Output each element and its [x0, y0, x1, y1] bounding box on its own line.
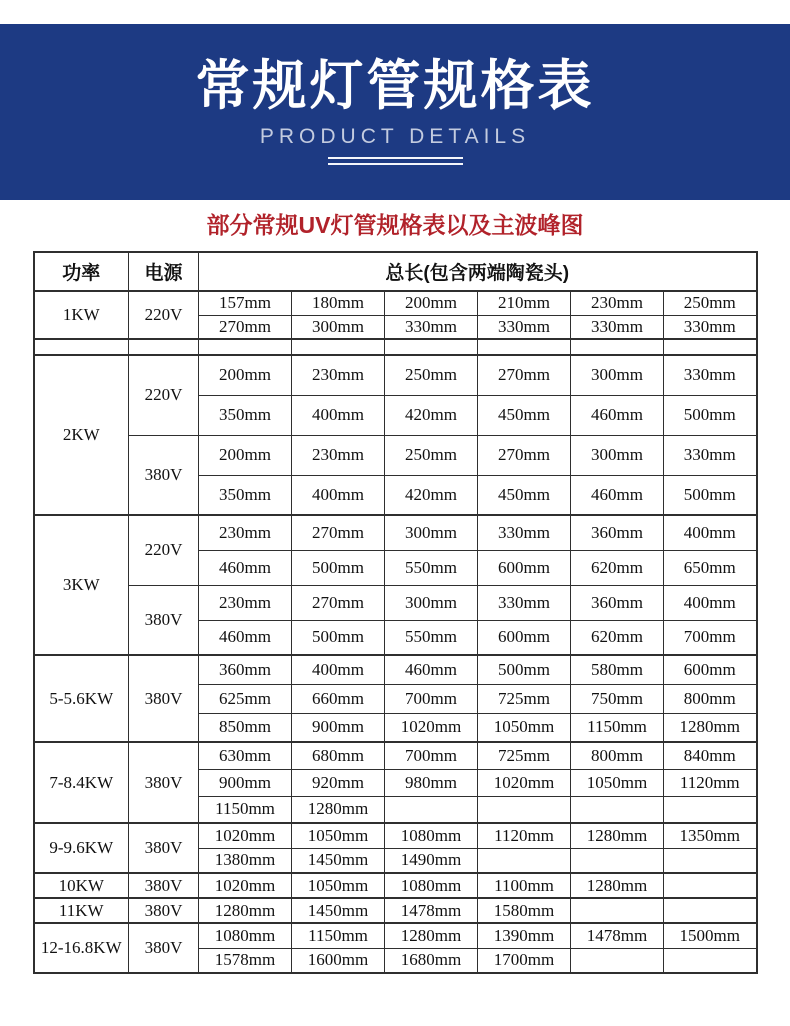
length-cell: 1150mm [199, 796, 292, 823]
length-cell: 1050mm [571, 769, 664, 796]
spec-table [33, 251, 758, 974]
length-cell [292, 339, 385, 355]
table-row [34, 291, 757, 315]
length-cell [478, 339, 571, 355]
length-cell: 180mm [292, 291, 385, 315]
length-cell: 400mm [292, 655, 385, 684]
length-cell: 1050mm [478, 713, 571, 742]
length-cell: 157mm [199, 291, 292, 315]
length-cell: 550mm [385, 620, 478, 655]
length-cell: 1080mm [385, 873, 478, 898]
length-cell: 1020mm [385, 713, 478, 742]
length-cell [199, 339, 292, 355]
length-cell: 625mm [199, 684, 292, 713]
header-banner [0, 24, 790, 200]
table-row [34, 898, 757, 923]
section-heading: 部分常规UV灯管规格表以及主波峰图 [206, 212, 584, 238]
length-cell: 580mm [571, 655, 664, 684]
header-total-length: 总长(包含两端陶瓷头) [199, 252, 757, 291]
table-row [34, 585, 757, 620]
length-cell: 600mm [478, 620, 571, 655]
length-cell [664, 873, 757, 898]
length-cell: 330mm [664, 355, 757, 395]
length-cell: 420mm [385, 475, 478, 515]
power-cell: 12-16.8KW [34, 923, 129, 973]
length-cell: 1580mm [478, 898, 571, 923]
length-cell: 620mm [571, 620, 664, 655]
length-cell: 725mm [478, 684, 571, 713]
length-cell: 460mm [199, 550, 292, 585]
page-title: 常规灯管规格表 [195, 56, 595, 116]
length-cell: 1120mm [664, 769, 757, 796]
length-cell: 330mm [478, 515, 571, 550]
length-cell: 360mm [199, 655, 292, 684]
table-row [34, 923, 757, 948]
length-cell: 1680mm [385, 948, 478, 973]
length-cell: 210mm [478, 291, 571, 315]
length-cell: 250mm [664, 291, 757, 315]
length-cell [664, 796, 757, 823]
length-cell: 300mm [571, 355, 664, 395]
length-cell: 1100mm [478, 873, 571, 898]
power-cell: 10KW [34, 873, 129, 898]
length-cell: 1280mm [664, 713, 757, 742]
length-cell [571, 948, 664, 973]
length-cell: 330mm [478, 585, 571, 620]
length-cell: 270mm [478, 355, 571, 395]
length-cell: 1020mm [478, 769, 571, 796]
table-row [34, 355, 757, 395]
length-cell: 350mm [199, 395, 292, 435]
length-cell: 230mm [292, 355, 385, 395]
length-cell: 500mm [478, 655, 571, 684]
length-cell [571, 339, 664, 355]
length-cell: 1578mm [199, 948, 292, 973]
length-cell: 920mm [292, 769, 385, 796]
power-cell: 3KW [34, 515, 129, 655]
table-body [34, 291, 757, 973]
table-row [34, 655, 757, 684]
rule-line-top [328, 157, 463, 159]
length-cell: 1280mm [571, 823, 664, 848]
length-cell: 230mm [199, 585, 292, 620]
length-cell: 270mm [478, 435, 571, 475]
length-cell: 550mm [385, 550, 478, 585]
length-cell: 330mm [664, 315, 757, 339]
length-cell: 250mm [385, 435, 478, 475]
length-cell: 400mm [292, 395, 385, 435]
table-header-row [34, 252, 757, 291]
length-cell: 1280mm [571, 873, 664, 898]
header-power: 功率 [34, 252, 129, 291]
length-cell: 1380mm [199, 848, 292, 873]
length-cell: 200mm [199, 435, 292, 475]
length-cell: 1500mm [664, 923, 757, 948]
voltage-cell: 220V [129, 291, 199, 339]
length-cell: 400mm [292, 475, 385, 515]
length-cell: 400mm [664, 585, 757, 620]
power-cell: 5-5.6KW [34, 655, 129, 742]
length-cell [478, 796, 571, 823]
length-cell [385, 339, 478, 355]
length-cell: 500mm [292, 550, 385, 585]
length-cell: 460mm [571, 475, 664, 515]
length-cell: 460mm [571, 395, 664, 435]
length-cell: 650mm [664, 550, 757, 585]
length-cell: 270mm [292, 515, 385, 550]
length-cell: 750mm [571, 684, 664, 713]
header-voltage: 电源 [129, 252, 199, 291]
length-cell: 1150mm [571, 713, 664, 742]
length-cell: 850mm [199, 713, 292, 742]
length-cell: 620mm [571, 550, 664, 585]
length-cell: 1390mm [478, 923, 571, 948]
length-cell: 500mm [292, 620, 385, 655]
voltage-cell: 380V [129, 923, 199, 973]
length-cell: 230mm [292, 435, 385, 475]
length-cell: 660mm [292, 684, 385, 713]
length-cell: 700mm [385, 684, 478, 713]
power-cell: 9-9.6KW [34, 823, 129, 873]
length-cell: 1478mm [571, 923, 664, 948]
length-cell: 1280mm [199, 898, 292, 923]
spacer-row [34, 339, 757, 355]
power-cell: 7-8.4KW [34, 742, 129, 823]
length-cell [571, 848, 664, 873]
voltage-cell: 380V [129, 585, 199, 655]
length-cell: 600mm [478, 550, 571, 585]
length-cell: 450mm [478, 395, 571, 435]
length-cell: 840mm [664, 742, 757, 769]
product-detail-page [0, 24, 790, 974]
length-cell: 400mm [664, 515, 757, 550]
length-cell: 300mm [385, 585, 478, 620]
power-cell: 1KW [34, 291, 129, 339]
length-cell: 1150mm [292, 923, 385, 948]
length-cell: 980mm [385, 769, 478, 796]
length-cell: 700mm [664, 620, 757, 655]
length-cell: 1350mm [664, 823, 757, 848]
length-cell [571, 898, 664, 923]
length-cell: 1478mm [385, 898, 478, 923]
length-cell: 200mm [199, 355, 292, 395]
length-cell: 1280mm [385, 923, 478, 948]
table-row [34, 823, 757, 848]
length-cell: 900mm [199, 769, 292, 796]
length-cell: 300mm [292, 315, 385, 339]
table-row [34, 515, 757, 550]
length-cell: 800mm [571, 742, 664, 769]
length-cell: 230mm [571, 291, 664, 315]
length-cell: 1080mm [199, 923, 292, 948]
voltage-cell: 380V [129, 898, 199, 923]
voltage-cell [129, 339, 199, 355]
length-cell [664, 848, 757, 873]
length-cell: 1050mm [292, 823, 385, 848]
rule-line-bottom [328, 163, 463, 165]
banner-subtitle: PRODUCT DETAILS [259, 125, 531, 149]
length-cell [664, 339, 757, 355]
voltage-cell: 220V [129, 355, 199, 435]
length-cell: 700mm [385, 742, 478, 769]
length-cell: 270mm [292, 585, 385, 620]
length-cell: 1700mm [478, 948, 571, 973]
length-cell: 1600mm [292, 948, 385, 973]
length-cell: 500mm [664, 395, 757, 435]
length-cell: 360mm [571, 515, 664, 550]
length-cell [571, 796, 664, 823]
voltage-cell: 220V [129, 515, 199, 585]
length-cell: 1450mm [292, 848, 385, 873]
length-cell: 680mm [292, 742, 385, 769]
voltage-cell: 380V [129, 823, 199, 873]
length-cell: 1020mm [199, 873, 292, 898]
power-cell [34, 339, 129, 355]
length-cell: 200mm [385, 291, 478, 315]
voltage-cell: 380V [129, 873, 199, 898]
length-cell: 460mm [385, 655, 478, 684]
length-cell: 360mm [571, 585, 664, 620]
table-row [34, 435, 757, 475]
length-cell: 300mm [385, 515, 478, 550]
length-cell: 270mm [199, 315, 292, 339]
length-cell [478, 848, 571, 873]
length-cell: 420mm [385, 395, 478, 435]
table-row [34, 873, 757, 898]
length-cell [385, 796, 478, 823]
length-cell: 1450mm [292, 898, 385, 923]
power-cell: 11KW [34, 898, 129, 923]
length-cell: 330mm [385, 315, 478, 339]
length-cell: 800mm [664, 684, 757, 713]
length-cell: 1020mm [199, 823, 292, 848]
voltage-cell: 380V [129, 655, 199, 742]
length-cell: 230mm [199, 515, 292, 550]
length-cell: 630mm [199, 742, 292, 769]
length-cell: 330mm [571, 315, 664, 339]
voltage-cell: 380V [129, 435, 199, 515]
length-cell: 1050mm [292, 873, 385, 898]
length-cell: 600mm [664, 655, 757, 684]
length-cell: 460mm [199, 620, 292, 655]
table-row [34, 742, 757, 769]
length-cell: 450mm [478, 475, 571, 515]
length-cell: 1490mm [385, 848, 478, 873]
length-cell: 300mm [571, 435, 664, 475]
length-cell: 250mm [385, 355, 478, 395]
length-cell: 1120mm [478, 823, 571, 848]
voltage-cell: 380V [129, 742, 199, 823]
double-rule-divider [0, 157, 790, 165]
length-cell: 1280mm [292, 796, 385, 823]
length-cell: 900mm [292, 713, 385, 742]
length-cell [664, 948, 757, 973]
length-cell: 500mm [664, 475, 757, 515]
length-cell: 725mm [478, 742, 571, 769]
length-cell [664, 898, 757, 923]
length-cell: 330mm [478, 315, 571, 339]
length-cell: 330mm [664, 435, 757, 475]
power-cell: 2KW [34, 355, 129, 515]
length-cell: 1080mm [385, 823, 478, 848]
length-cell: 350mm [199, 475, 292, 515]
